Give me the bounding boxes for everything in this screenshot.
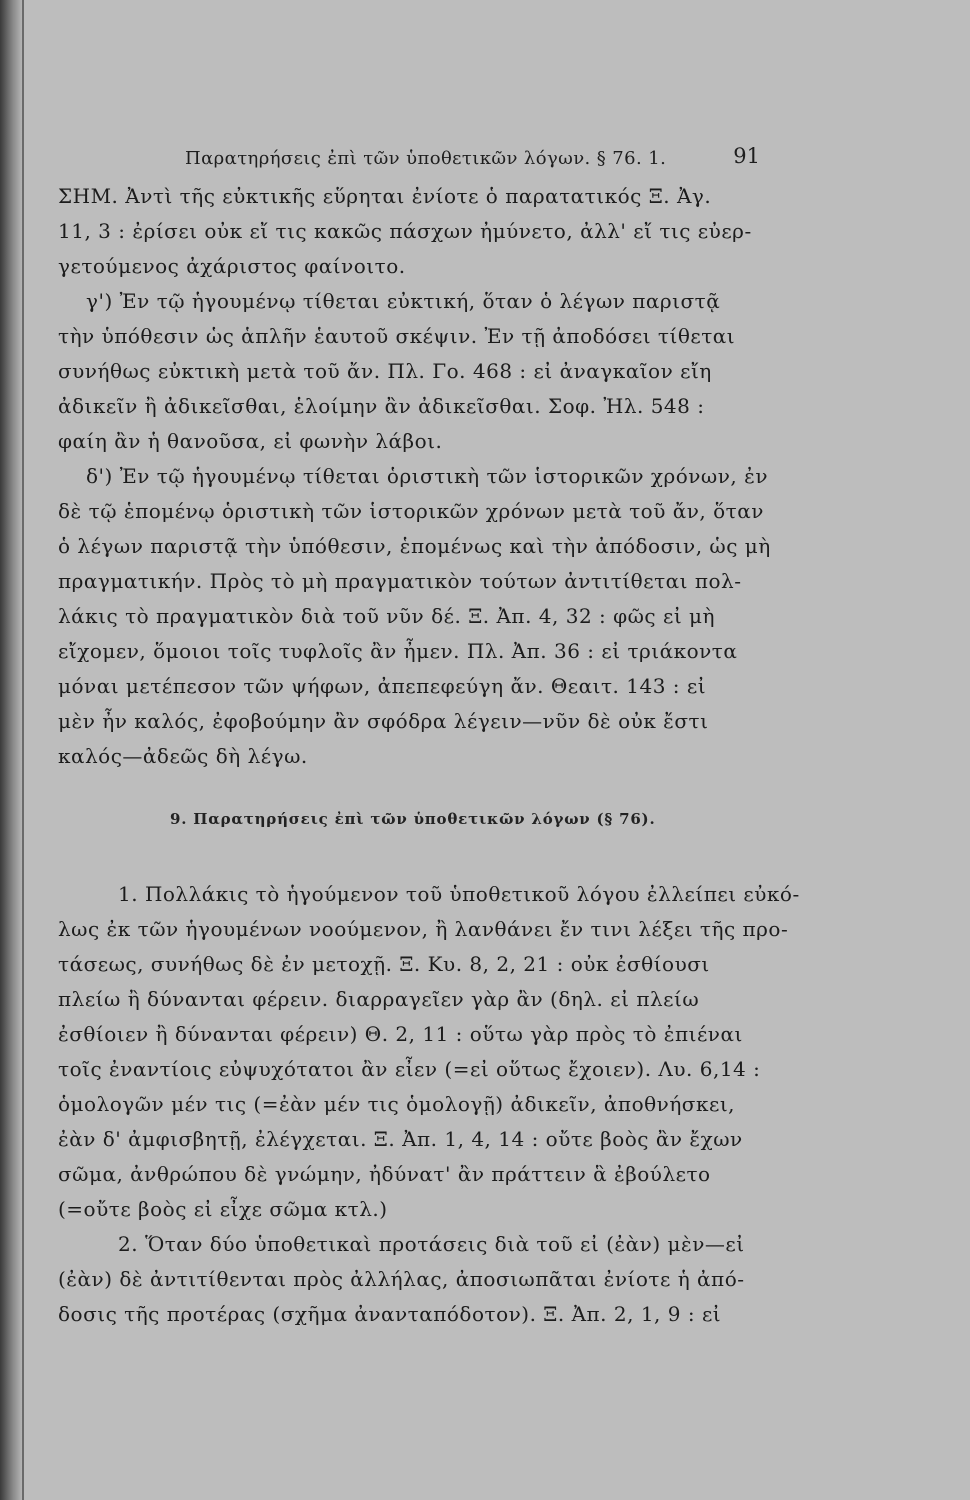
text-line: δοσις τῆς προτέρας (σχῆμα ἀνανταπόδοτον). Ξ. Ἀπ. 2, 1, 9 : εἰ bbox=[58, 1302, 722, 1326]
text-line: μὲν ἦν καλός, ἐφοβούμην ἂν σφόδρα λέγειν—νῦν δὲ οὐκ ἔστι bbox=[58, 709, 709, 733]
text-line: γετούμενος ἀχάριστος φαίνοιτο. bbox=[58, 254, 406, 278]
text-line: τὴν ὑπόθεσιν ὡς ἁπλῆν ἑαυτοῦ σκέψιν. Ἐν τῇ ἀποδόσει τίθεται bbox=[58, 324, 736, 348]
text-line: τοῖς ἐναντίοις εὐψυχότατοι ἂν εἶεν (=εἰ οὕτως ἔχοιεν). Λυ. 6,14 : bbox=[58, 1057, 761, 1081]
text-line: (ἐὰν) δὲ ἀντιτίθενται πρὸς ἀλλήλας, ἀποσιωπᾶται ἐνίοτε ἡ ἀπό- bbox=[58, 1267, 745, 1291]
page-edge bbox=[22, 0, 24, 1500]
text-line: 2. Ὅταν δύο ὑποθετικαὶ προτάσεις διὰ τοῦ εἰ (ἐὰν) μὲν—εἰ bbox=[118, 1232, 745, 1256]
text-line: ἐσθίοιεν ἢ δύνανται φέρειν) Θ. 2, 11 : οὕτω γὰρ πρὸς τὸ ἐπιέναι bbox=[58, 1022, 743, 1046]
text-line: λάκις τὸ πραγματικὸν διὰ τοῦ νῦν δέ. Ξ. Ἀπ. 4, 32 : φῶς εἰ μὴ bbox=[58, 604, 716, 628]
text-line: τάσεως, συνήθως δὲ ἐν μετοχῇ. Ξ. Κυ. 8, 2, 21 : οὐκ ἐσθίουσι bbox=[58, 952, 710, 976]
text-line: ἐὰν δ' ἀμφισβητῇ, ἐλέγχεται. Ξ. Ἀπ. 1, 4, 14 : οὔτε βοὸς ἂν ἔχων bbox=[58, 1127, 743, 1151]
section-heading: 9. Παρατηρήσεις ἐπὶ τῶν ὑποθετικῶν λόγων (§ 76). bbox=[170, 810, 656, 828]
text-line: ἀδικεῖν ἢ ἀδικεῖσθαι, ἑλοίμην ἂν ἀδικεῖσθαι. Σοφ. Ἠλ. 548 : bbox=[58, 394, 705, 418]
text-line: 1. Πολλάκις τὸ ἡγούμενον τοῦ ὑποθετικοῦ λόγου ἐλλείπει εὐκό- bbox=[118, 882, 800, 906]
text-line: καλός—ἀδεῶς δὴ λέγω. bbox=[58, 744, 308, 768]
text-line: 11, 3 : ἐρίσει οὐκ εἴ τις κακῶς πάσχων ἠμύνετο, ἀλλ' εἴ τις εὐερ- bbox=[58, 219, 752, 243]
text-line: εἴχομεν, ὅμοιοι τοῖς τυφλοῖς ἂν ἦμεν. Πλ. Ἀπ. 36 : εἰ τριάκοντα bbox=[58, 639, 738, 663]
binding-shadow bbox=[0, 0, 22, 1500]
text-line: πλείω ἢ δύνανται φέρειν. διαρραγεῖεν γὰρ ἂν (δηλ. εἰ πλείω bbox=[58, 987, 700, 1011]
text-line: ὁμολογῶν μέν τις (=ἐὰν μέν τις ὁμολογῇ) ἀδικεῖν, ἀποθνήσκει, bbox=[58, 1092, 736, 1116]
page-number: 91 bbox=[733, 144, 760, 168]
text-line: δὲ τῷ ἑπομένῳ ὁριστικὴ τῶν ἱστορικῶν χρόνων μετὰ τοῦ ἄν, ὅταν bbox=[58, 499, 764, 523]
text-line: φαίη ἂν ἡ θανοῦσα, εἰ φωνὴν λάβοι. bbox=[58, 429, 443, 453]
text-line: (=οὔτε βοὸς εἰ εἶχε σῶμα κτλ.) bbox=[58, 1197, 388, 1221]
text-line: συνήθως εὐκτικὴ μετὰ τοῦ ἄν. Πλ. Γο. 468 : εἰ ἀναγκαῖον εἴη bbox=[58, 359, 712, 383]
text-line: πραγματικήν. Πρὸς τὸ μὴ πραγματικὸν τούτων ἀντιτίθεται πολ- bbox=[58, 569, 742, 593]
text-line: δ') Ἐν τῷ ἡγουμένῳ τίθεται ὁριστικὴ τῶν ἱστορικῶν χρόνων, ἐν bbox=[86, 464, 769, 488]
text-line: ΣΗΜ. Ἀντὶ τῆς εὐκτικῆς εὕρηται ἐνίοτε ὁ παρατατικός Ξ. Ἀγ. bbox=[58, 184, 712, 208]
running-header bbox=[185, 144, 760, 176]
running-title: Παρατηρήσεις ἐπὶ τῶν ὑποθετικῶν λόγων. § 76. 1. bbox=[185, 148, 667, 169]
text-line: λως ἐκ τῶν ἡγουμένων νοούμενον, ἢ λανθάνει ἔν τινι λέξει τῆς προ- bbox=[58, 917, 789, 941]
text-line: σῶμα, ἀνθρώπου δὲ γνώμην, ἠδύνατ' ἂν πράττειν ἃ ἐβούλετο bbox=[58, 1162, 711, 1186]
text-line: ὁ λέγων παριστᾷ τὴν ὑπόθεσιν, ἑπομένως καὶ τὴν ἀπόδοσιν, ὡς μὴ bbox=[58, 534, 771, 558]
text-line: μόναι μετέπεσον τῶν ψήφων, ἀπεπεφεύγη ἄν. Θεαιτ. 143 : εἰ bbox=[58, 674, 707, 698]
text-line: γ') Ἐν τῷ ἡγουμένῳ τίθεται εὐκτική, ὅταν ὁ λέγων παριστᾷ bbox=[86, 289, 721, 313]
